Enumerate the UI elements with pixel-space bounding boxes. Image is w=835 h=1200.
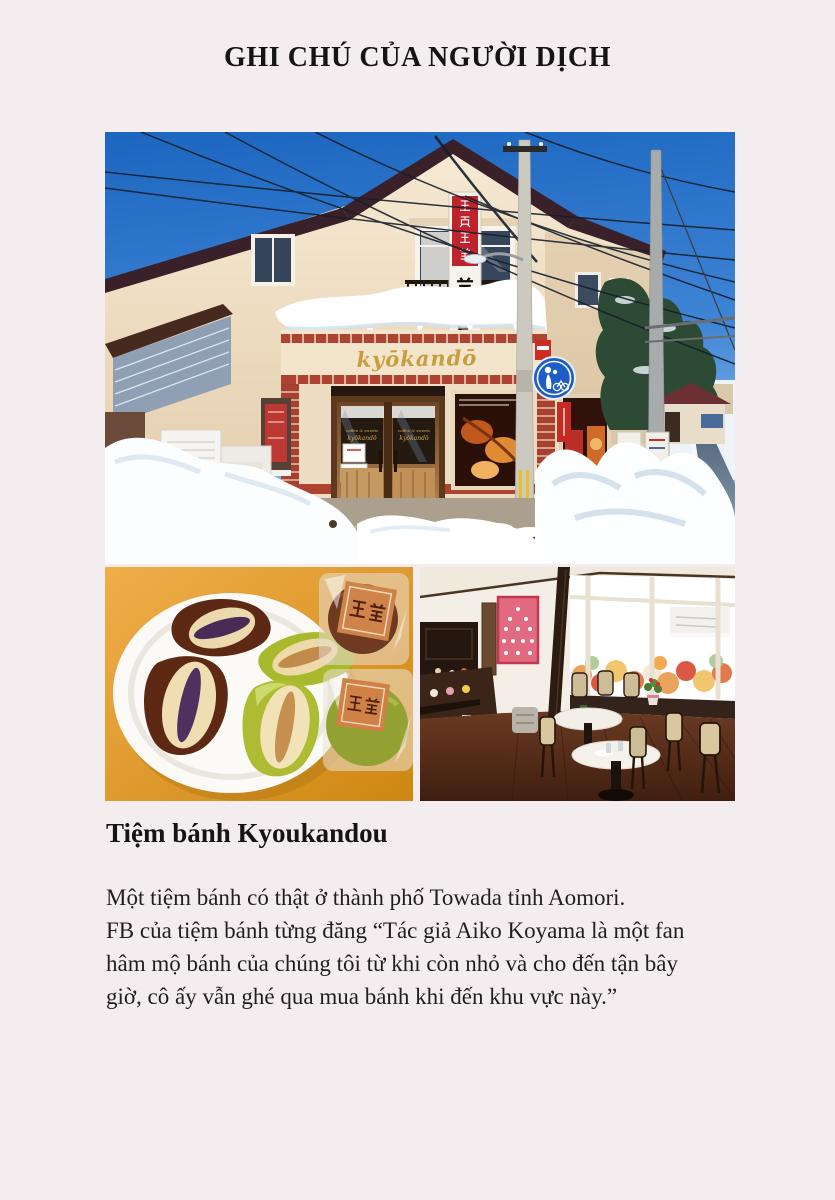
body-line: Một tiệm bánh có thật ở thành phố Towada tỉnh Aomori. — [106, 885, 626, 910]
fascia-script-text: kyōkandō — [356, 344, 478, 373]
body-line: FB của tiệm bánh từng đăng “Tác giả Aiko Koyama là một fan — [106, 918, 685, 943]
body-line: giờ, cô ấy vẫn ghé qua mua bánh khi đến khu vực này.” — [106, 984, 618, 1009]
storefront-illustration — [105, 132, 735, 564]
street-lamp — [464, 255, 486, 264]
package-label — [336, 678, 390, 732]
notice-paper — [343, 444, 365, 462]
wrapped-package-choco — [319, 573, 409, 665]
photo-storefront — [105, 132, 735, 564]
hina-tapestry — [498, 597, 538, 663]
door — [482, 603, 496, 675]
body-line: hâm mộ bánh của chúng tôi từ khi còn nhỏ và cho đến tận bây — [106, 951, 678, 976]
svg-text:kyōkandō: kyōkandō — [399, 435, 429, 442]
heater — [512, 707, 538, 733]
door-glass-script: kyōkandō — [347, 435, 377, 442]
svg-text:coffee & sweets: coffee & sweets — [397, 428, 431, 433]
window-chairs — [572, 671, 639, 697]
sweets-illustration — [105, 567, 413, 801]
photo-cafe — [420, 567, 735, 801]
cafe-illustration — [420, 567, 735, 801]
section-body — [106, 881, 766, 1013]
door-glass-caption: coffee & sweets — [345, 428, 379, 433]
pedestrian-bicycle-sign — [533, 357, 575, 399]
section-heading: Tiệm bánh Kyoukandou — [106, 818, 388, 848]
package-label — [337, 581, 397, 641]
wrapped-package-matcha — [323, 669, 413, 771]
fascia — [281, 330, 547, 384]
photo-sweets — [105, 567, 413, 801]
page-title: GHI CHÚ CỦA NGƯỜI DỊCH — [223, 42, 612, 73]
